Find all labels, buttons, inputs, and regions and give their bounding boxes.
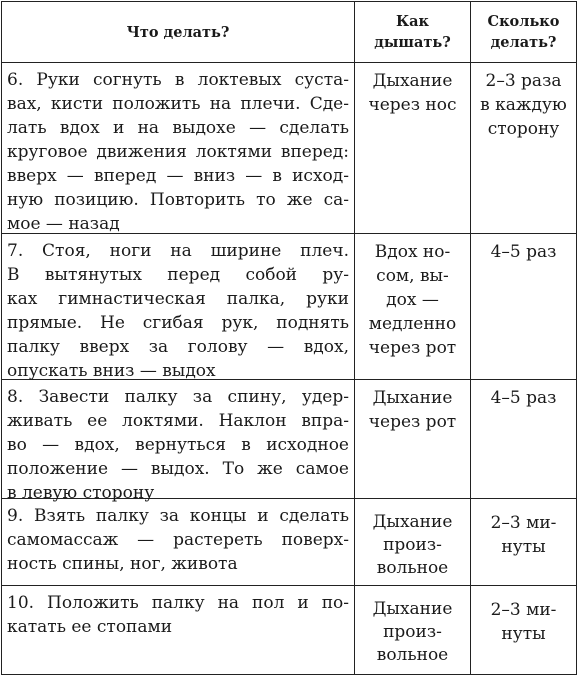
text-line: 2–3 ми-	[490, 513, 557, 533]
header-how-to-breathe-line: дышать?	[374, 34, 451, 51]
text-line: 2–3 раза	[485, 71, 562, 91]
cell-how-to-breathe	[355, 380, 471, 498]
table-row	[2, 499, 576, 586]
text-line: нуты	[501, 537, 546, 557]
text-line: 9. Взять палку за концы и сделать	[7, 506, 349, 526]
text-line: в левую сторону	[7, 483, 155, 503]
exercise-table	[1, 1, 577, 675]
text-line: 10. Положить палку на пол и по-	[7, 593, 349, 613]
text-line: произ-	[383, 622, 442, 642]
text-line: сторону	[487, 119, 560, 139]
cell-what-to-do	[2, 234, 355, 379]
table-header	[2, 2, 576, 63]
text-line: сом, вы-	[376, 266, 449, 286]
cell-how-many	[471, 380, 576, 498]
table-row	[2, 380, 576, 503]
text-line: 7. Стоя, ноги на ширине плеч.	[7, 241, 349, 261]
header-how-to-breathe	[355, 2, 471, 62]
text-line: Вдох но-	[374, 242, 451, 262]
cell-how-many	[471, 586, 576, 674]
text-line: круговое движения локтями вперед:	[7, 142, 349, 162]
text-line: 2–3 ми-	[490, 600, 557, 620]
text-line: палку вверх за голову — вдох,	[7, 337, 349, 357]
text-line: В вытянутых перед собой ру-	[7, 265, 349, 285]
header-how-many	[471, 2, 576, 62]
text-line: 8. Завести палку за спину, удер-	[7, 387, 349, 407]
cell-what-to-do	[2, 499, 355, 585]
text-line: через нос	[368, 95, 457, 115]
text-line: мое — назад	[7, 214, 120, 234]
text-line: самомассаж — растереть поверх-	[7, 530, 349, 550]
text-line: положение — выдох. То же самое	[7, 459, 349, 479]
cell-how-to-breathe	[355, 234, 471, 379]
text-line: Дыхание	[372, 71, 453, 91]
text-line: через рот	[368, 338, 457, 358]
header-what-to-do-label: Что делать?	[126, 23, 230, 41]
text-line: медленно	[368, 314, 457, 334]
text-line: 4–5 раз	[490, 242, 557, 262]
header-what-to-do	[2, 2, 355, 62]
text-line: вверх — вперед — вниз — в исход-	[7, 166, 349, 186]
text-line: 4–5 раз	[490, 388, 557, 408]
text-line: ках гимнастическая палка, руки	[7, 289, 349, 309]
text-line: живать ее локтями. Наклон впра-	[7, 411, 349, 431]
cell-what-to-do	[2, 586, 355, 674]
cell-how-many	[471, 63, 576, 233]
text-line: во — вдох, вернуться в исходное	[7, 435, 349, 455]
table-row	[2, 234, 576, 380]
cell-how-to-breathe	[355, 586, 471, 674]
table-row	[2, 586, 576, 674]
cell-how-to-breathe	[355, 499, 471, 585]
cell-what-to-do	[2, 63, 355, 233]
text-line: вах, кисти положить на плечи. Сде-	[7, 94, 349, 114]
header-how-many-line: Сколько	[487, 13, 560, 30]
text-line: дох —	[386, 290, 439, 310]
cell-how-many	[471, 499, 576, 585]
header-how-to-breathe-line: Как	[395, 13, 430, 30]
text-line: вольное	[376, 645, 449, 665]
text-line: катать ее стопами	[7, 617, 173, 637]
cell-how-many	[471, 234, 576, 379]
text-line: нуты	[501, 624, 546, 644]
text-line: Дыхание	[372, 599, 453, 619]
text-line: ность спины, ног, живота	[7, 554, 238, 574]
cell-what-to-do	[2, 380, 355, 503]
header-how-many-line: делать?	[490, 34, 557, 51]
text-line: 6. Руки согнуть в локтевых сустa-	[7, 70, 349, 90]
table-row	[2, 63, 576, 234]
text-line: произ-	[383, 535, 442, 555]
text-line: через рот	[368, 412, 457, 432]
text-line: Дыхание	[372, 512, 453, 532]
text-line: опускать вниз — выдох	[7, 361, 216, 381]
cell-how-to-breathe	[355, 63, 471, 233]
text-line: Дыхание	[372, 388, 453, 408]
text-line: в каждую	[480, 95, 567, 115]
text-line: вольное	[376, 558, 449, 578]
text-line: ную позицию. Повторить то же са-	[7, 190, 349, 210]
text-line: прямые. Не сгибая рук, поднять	[7, 313, 349, 333]
text-line: лать вдох и на выдохе — сделать	[7, 118, 349, 138]
